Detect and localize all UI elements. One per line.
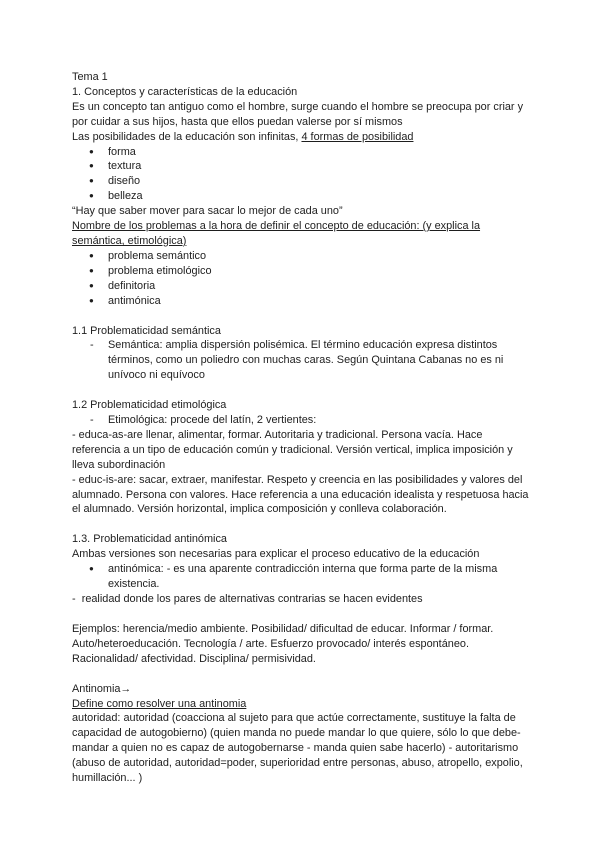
quote: “Hay que saber mover para sacar lo mejor de cada uno” [72, 205, 343, 218]
forms-list [72, 145, 532, 205]
problems-heading: Nombre de los problemas a la hora de definir el concepto de educación: (y explica la semántica, etimológica) [72, 220, 481, 247]
doc-title: Tema 1 [72, 71, 108, 83]
dash-item [72, 413, 532, 428]
subsection-title: 1.2 Problematicidad etimológica [72, 399, 227, 412]
subsection-title: 1.3. Problematicidad antinómica [72, 533, 227, 546]
intro-paragraph: Es un concepto tan antiguo como el hombre, surge cuando el hombre se preocupa por criar y por cuidar a sus hijos, hasta que ellos puedan valerse por sí mismos [72, 100, 524, 128]
spacer [72, 517, 532, 532]
examples-paragraph: Ejemplos: herencia/medio ambiente. Posibilidad/ dificultad de educar. Informar / formar. Auto/heteroeducación. Tecnología / arte. Esfuerzo provocado/ interés espontáneo. Racionalidad/ afectividad. Disciplina/ permisividad. [72, 622, 494, 665]
spacer [72, 309, 532, 324]
problems-list [72, 249, 532, 309]
spacer [72, 383, 532, 398]
dash-line [72, 592, 532, 607]
list-item: ● forma [72, 145, 532, 160]
document-body [72, 70, 532, 786]
antinomia-label: Antinomia→ [72, 682, 132, 695]
dash-marker: - [72, 593, 82, 605]
dash-text: Etimológica: procede del latín, 2 vertientes: [108, 414, 317, 427]
list-item: ● belleza [72, 189, 532, 204]
list-item: ● antimónica [72, 294, 532, 309]
list-item: ● definitoria [72, 279, 532, 294]
possibilities-underlined: 4 formas de posibilidad [301, 130, 414, 143]
section-heading: 1. Conceptos y características de la educación [72, 85, 298, 98]
possibilities-line [72, 130, 532, 145]
dash-item [72, 338, 532, 383]
list-item: ● problema semántico [72, 249, 532, 264]
bullet-text: antinómica: - es una aparente contradicción interna que forma parte de la misma existencia. [108, 563, 498, 591]
spacer [72, 667, 532, 682]
bullet-marker: ● [89, 564, 94, 574]
paragraph: - educ-is-are: sacar, extraer, manifestar. Respeto y creencia en las posibilidades y valores del alumnado. Persona con valores. Hace referencia a una educación idealista y respetuosa hacia el alumnado. Versión horizontal, implica composición y conlleva colaboración. [72, 473, 529, 516]
list-item: ● textura [72, 159, 532, 174]
dash-marker: - [90, 414, 94, 427]
list-item: ● diseño [72, 174, 532, 189]
list-item: ● problema etimológico [72, 264, 532, 279]
bullet-item [72, 562, 532, 592]
define-heading: Define como resolver una antinomia [72, 697, 247, 710]
autoridad-paragraph: autoridad: autoridad (coacciona al sujeto para que actúe correctamente, sustituye la falta de capacidad de autogobierno) (quien manda no puede mandar lo que quiere, sólo lo que debe- mandar a quien no es capaz de autogobernarse - manda quien sabe hacerlo) - autoritarismo (abuso de autoridad, autoridad=poder, superioridad entre personas, abuso, atropello, expolio, humillación... ) [72, 712, 523, 785]
paragraph: - educa-as-are llenar, alimentar, formar. Autoritaria y tradicional. Persona vacía. Hace referencia a un tipo de educación común y tradicional. Versión vertical, implica imposición y lleva subordinación [72, 428, 513, 471]
subsection-title: 1.1 Problematicidad semántica [72, 324, 221, 337]
dash-marker: - [90, 339, 94, 352]
dash-text: realidad donde los pares de alternativas contrarias se hacen evidentes [81, 593, 423, 605]
dash-text: Semántica: amplia dispersión polisémica. El término educación expresa distintos términos, como un poliedro con muchas caras. Según Quintana Cabanas no es ni unívoco ni equívoco [108, 339, 504, 382]
possibilities-text: Las posibilidades de la educación son infinitas, [72, 130, 302, 143]
paragraph: Ambas versiones son necesarias para explicar el proceso educativo de la educación [72, 548, 480, 561]
spacer [72, 607, 532, 622]
